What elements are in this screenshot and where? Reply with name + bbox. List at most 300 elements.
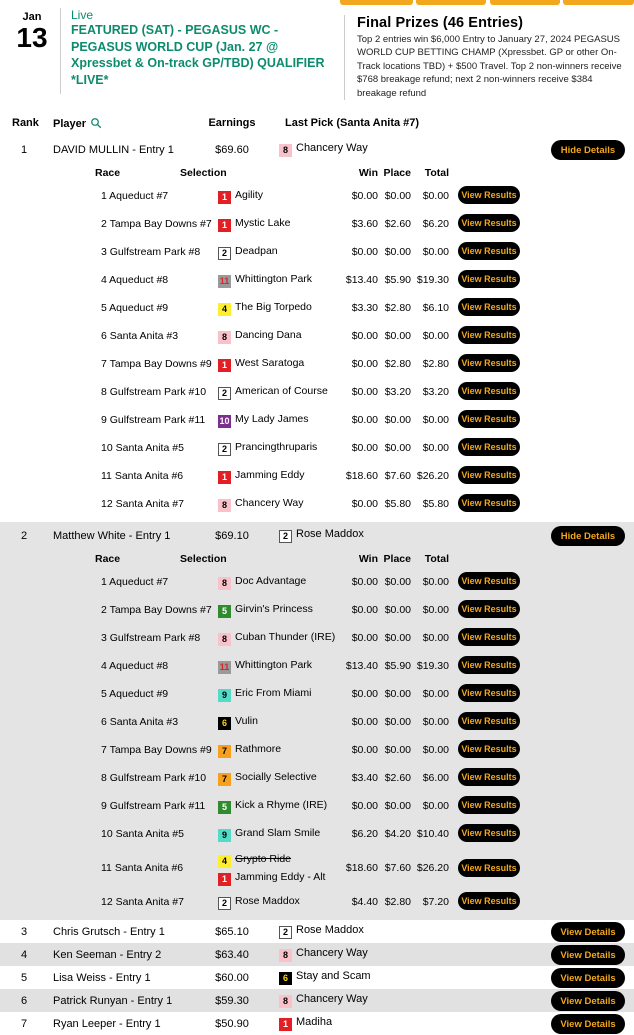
selection bbox=[279, 993, 368, 1005]
selection bbox=[218, 357, 304, 372]
horse-name: Whittington Park bbox=[235, 273, 313, 285]
page-header bbox=[0, 0, 634, 112]
view-results-button[interactable]: View Results bbox=[458, 242, 520, 260]
entry-block-rank-7 bbox=[0, 1012, 634, 1035]
race-row bbox=[0, 238, 634, 266]
last-pick-cell bbox=[279, 947, 368, 962]
race-table-header bbox=[0, 550, 634, 568]
race-cell: 1 Aqueduct #7 bbox=[101, 576, 169, 588]
view-results-button[interactable]: View Results bbox=[458, 354, 520, 372]
horse-name: Stay and Scam bbox=[296, 970, 371, 982]
entry-block-rank-3 bbox=[0, 920, 634, 943]
selection-cell bbox=[218, 357, 304, 372]
selection bbox=[218, 189, 263, 204]
saddle-cloth-badge: 6 bbox=[218, 717, 231, 730]
selection bbox=[218, 575, 306, 590]
total-cell: $3.20 bbox=[422, 386, 449, 398]
total-cell: $5.80 bbox=[422, 498, 449, 510]
selection-cell bbox=[218, 631, 335, 646]
horse-name: Girvin's Princess bbox=[235, 603, 313, 615]
selection-cell bbox=[218, 413, 309, 428]
race-row bbox=[0, 568, 634, 596]
saddle-cloth-badge: 8 bbox=[218, 577, 231, 590]
win-cell: $3.60 bbox=[351, 218, 378, 230]
total-cell: $0.00 bbox=[422, 744, 449, 756]
horse-name: Deadpan bbox=[235, 245, 278, 257]
total-cell: $0.00 bbox=[422, 632, 449, 644]
selection bbox=[218, 385, 328, 400]
race-row bbox=[0, 596, 634, 624]
race-row bbox=[0, 210, 634, 238]
race-cell: 12 Santa Anita #7 bbox=[101, 896, 184, 908]
race-row bbox=[0, 764, 634, 792]
hide-details-button[interactable]: Hide Details bbox=[551, 526, 625, 546]
race-row bbox=[0, 848, 634, 888]
selection-cell bbox=[218, 827, 320, 842]
earnings-cell: $63.40 bbox=[215, 949, 249, 961]
saddle-cloth-badge: 2 bbox=[218, 443, 231, 456]
race-row bbox=[0, 490, 634, 518]
entry-row bbox=[0, 920, 634, 943]
race-cell: 3 Gulfstream Park #8 bbox=[101, 632, 201, 644]
place-cell: $0.00 bbox=[384, 800, 411, 812]
win-cell: $0.00 bbox=[351, 744, 378, 756]
total-cell: $6.20 bbox=[422, 218, 449, 230]
total-cell: $0.00 bbox=[422, 330, 449, 342]
win-cell: $0.00 bbox=[351, 688, 378, 700]
rank-cell: 7 bbox=[20, 1018, 28, 1030]
selection bbox=[218, 497, 303, 512]
view-results-button[interactable]: View Results bbox=[458, 684, 520, 702]
prizes-title: Final Prizes (46 Entries) bbox=[357, 15, 524, 31]
saddle-cloth-badge: 5 bbox=[218, 801, 231, 814]
selection-cell bbox=[218, 799, 327, 814]
horse-name: Doc Advantage bbox=[235, 575, 307, 587]
race-row bbox=[0, 406, 634, 434]
place-cell: $2.80 bbox=[384, 358, 411, 370]
saddle-cloth-badge: 8 bbox=[279, 949, 292, 962]
race-cell: 2 Tampa Bay Downs #7 bbox=[101, 604, 212, 616]
place-column-header: Place bbox=[383, 553, 411, 565]
place-cell: $0.00 bbox=[384, 604, 411, 616]
view-results-button[interactable]: View Results bbox=[458, 382, 520, 400]
place-cell: $0.00 bbox=[384, 632, 411, 644]
saddle-cloth-badge: 10 bbox=[219, 416, 230, 426]
saddle-cloth-badge: 1 bbox=[218, 219, 231, 232]
horse-name: Cuban Thunder (IRE) bbox=[235, 631, 336, 643]
total-cell: $0.00 bbox=[422, 442, 449, 454]
race-row bbox=[0, 434, 634, 462]
view-results-button[interactable]: View Results bbox=[458, 410, 520, 428]
view-results-button[interactable]: View Results bbox=[458, 656, 520, 674]
win-cell: $18.60 bbox=[345, 862, 378, 874]
horse-name: Eric From Miami bbox=[235, 687, 312, 699]
saddle-cloth-badge: 8 bbox=[218, 331, 231, 344]
view-results-button[interactable]: View Results bbox=[458, 186, 520, 204]
horse-name: Chancery Way bbox=[296, 947, 368, 959]
saddle-cloth-badge: 1 bbox=[218, 191, 231, 204]
race-row bbox=[0, 322, 634, 350]
place-column-header: Place bbox=[383, 167, 411, 179]
race-cell: 6 Santa Anita #3 bbox=[101, 716, 179, 728]
total-cell: $26.20 bbox=[416, 862, 449, 874]
total-cell: $0.00 bbox=[422, 800, 449, 812]
selection bbox=[218, 743, 281, 758]
race-cell: 6 Santa Anita #3 bbox=[101, 330, 179, 342]
horse-name: Grypto Ride bbox=[235, 853, 292, 865]
total-cell: $19.30 bbox=[416, 660, 449, 672]
horse-name: Jamming Eddy - Alt bbox=[235, 871, 326, 883]
win-column-header: Win bbox=[358, 167, 378, 179]
selection-cell bbox=[218, 329, 302, 344]
place-cell: $0.00 bbox=[384, 246, 411, 258]
entry-block-rank-6 bbox=[0, 989, 634, 1012]
player-cell: Lisa Weiss - Entry 1 bbox=[53, 972, 151, 984]
total-cell: $7.20 bbox=[422, 896, 449, 908]
selection-cell bbox=[218, 771, 317, 786]
total-column-header: Total bbox=[424, 553, 449, 565]
selection bbox=[218, 245, 278, 260]
view-results-button[interactable]: View Results bbox=[458, 326, 520, 344]
place-cell: $0.00 bbox=[384, 688, 411, 700]
view-details-button[interactable]: View Details bbox=[551, 1014, 625, 1034]
win-column-header: Win bbox=[358, 553, 378, 565]
race-cell: 8 Gulfstream Park #10 bbox=[101, 386, 207, 398]
race-cell: 9 Gulfstream Park #11 bbox=[101, 414, 206, 426]
saddle-cloth-badge: 8 bbox=[218, 633, 231, 646]
date-day: 13 bbox=[16, 22, 48, 53]
total-cell: $2.80 bbox=[422, 358, 449, 370]
win-cell: $13.40 bbox=[345, 660, 378, 672]
race-cell: 4 Aqueduct #8 bbox=[101, 274, 169, 286]
total-cell: $0.00 bbox=[422, 246, 449, 258]
total-cell: $6.10 bbox=[422, 302, 449, 314]
view-details-button[interactable]: View Details bbox=[551, 968, 625, 988]
player-cell: Ken Seeman - Entry 2 bbox=[53, 949, 162, 961]
horse-name: Jamming Eddy bbox=[235, 469, 305, 481]
selection-cell bbox=[218, 441, 317, 456]
total-cell: $0.00 bbox=[422, 604, 449, 616]
view-details-button[interactable]: View Details bbox=[551, 991, 625, 1011]
win-cell: $0.00 bbox=[351, 498, 378, 510]
total-cell: $0.00 bbox=[422, 414, 449, 426]
win-cell: $18.60 bbox=[345, 470, 378, 482]
total-cell: $0.00 bbox=[422, 716, 449, 728]
place-cell: $0.00 bbox=[384, 716, 411, 728]
view-results-button[interactable]: View Results bbox=[458, 438, 520, 456]
win-cell: $4.40 bbox=[351, 896, 378, 908]
horse-name: American of Course bbox=[235, 385, 328, 397]
entry-block-rank-4 bbox=[0, 943, 634, 966]
place-cell: $0.00 bbox=[384, 576, 411, 588]
selection-cell bbox=[218, 895, 300, 910]
player-column-header bbox=[53, 117, 102, 130]
selection bbox=[218, 217, 290, 232]
entry-row bbox=[0, 1012, 634, 1035]
view-results-button[interactable]: View Results bbox=[458, 600, 520, 618]
last-pick-cell bbox=[279, 528, 364, 543]
horse-name: Agility bbox=[235, 189, 264, 201]
total-cell: $10.40 bbox=[416, 828, 449, 840]
saddle-cloth-badge: 1 bbox=[218, 873, 231, 886]
selection bbox=[218, 301, 312, 316]
event-date bbox=[10, 8, 54, 94]
entry-row bbox=[0, 136, 634, 164]
saddle-cloth-badge: 9 bbox=[218, 829, 231, 842]
selection bbox=[218, 871, 325, 886]
player-cell: Ryan Leeper - Entry 1 bbox=[53, 1018, 161, 1030]
saddle-cloth-badge: 8 bbox=[279, 995, 292, 1008]
final-prizes-panel bbox=[344, 15, 630, 100]
win-cell: $0.00 bbox=[351, 190, 378, 202]
total-cell: $6.00 bbox=[422, 772, 449, 784]
race-cell: 5 Aqueduct #9 bbox=[101, 688, 169, 700]
saddle-cloth-badge: 6 bbox=[279, 972, 292, 985]
earnings-cell: $59.30 bbox=[215, 995, 249, 1007]
view-results-button[interactable]: View Results bbox=[458, 298, 520, 316]
race-cell: 11 Santa Anita #6 bbox=[101, 862, 184, 874]
race-row bbox=[0, 266, 634, 294]
horse-name: Prancingthruparis bbox=[235, 441, 318, 453]
race-cell: 5 Aqueduct #9 bbox=[101, 302, 169, 314]
selection bbox=[218, 687, 311, 702]
entry-row bbox=[0, 943, 634, 966]
selection bbox=[218, 603, 313, 618]
win-cell: $0.00 bbox=[351, 800, 378, 812]
selection bbox=[218, 827, 320, 842]
total-cell: $26.20 bbox=[416, 470, 449, 482]
race-row bbox=[0, 708, 634, 736]
selection bbox=[279, 970, 371, 982]
horse-name: My Lady James bbox=[235, 413, 309, 425]
rank-column-header: Rank bbox=[12, 117, 39, 129]
selection bbox=[279, 528, 364, 540]
race-row bbox=[0, 820, 634, 848]
entry-row bbox=[0, 522, 634, 550]
search-icon[interactable] bbox=[90, 117, 102, 129]
saddle-cloth-badge: 2 bbox=[279, 926, 292, 939]
race-cell: 10 Santa Anita #5 bbox=[101, 442, 184, 454]
saddle-cloth-badge: 7 bbox=[218, 745, 231, 758]
selection-column-header: Selection bbox=[180, 553, 227, 565]
place-cell: $0.00 bbox=[384, 744, 411, 756]
horse-name: Whittington Park bbox=[235, 659, 313, 671]
win-cell: $13.40 bbox=[345, 274, 378, 286]
race-row bbox=[0, 182, 634, 210]
view-results-button[interactable]: View Results bbox=[458, 466, 520, 484]
win-cell: $3.30 bbox=[351, 302, 378, 314]
view-details-button[interactable]: View Details bbox=[551, 945, 625, 965]
saddle-cloth-badge: 4 bbox=[218, 855, 231, 868]
place-cell: $0.00 bbox=[384, 414, 411, 426]
total-cell: $0.00 bbox=[422, 576, 449, 588]
selection bbox=[279, 142, 368, 154]
race-cell: 1 Aqueduct #7 bbox=[101, 190, 169, 202]
top-partial-button[interactable] bbox=[416, 0, 486, 5]
entry-row bbox=[0, 989, 634, 1012]
horse-name: Rose Maddox bbox=[296, 528, 364, 540]
race-cell: 7 Tampa Bay Downs #9 bbox=[101, 358, 212, 370]
rank-cell: 1 bbox=[20, 144, 28, 156]
selection-cell bbox=[218, 603, 313, 618]
view-results-button[interactable]: View Results bbox=[458, 270, 520, 288]
selection bbox=[218, 895, 300, 910]
race-row bbox=[0, 736, 634, 764]
win-cell: $0.00 bbox=[351, 246, 378, 258]
selection-cell bbox=[218, 385, 328, 400]
rank-cell: 5 bbox=[20, 972, 28, 984]
selection-cell bbox=[218, 575, 306, 590]
horse-name: Chancery Way bbox=[296, 142, 368, 154]
win-cell: $0.00 bbox=[351, 414, 378, 426]
view-results-button[interactable]: View Results bbox=[458, 214, 520, 232]
place-cell: $2.80 bbox=[384, 302, 411, 314]
earnings-cell: $60.00 bbox=[215, 972, 249, 984]
race-cell: 3 Gulfstream Park #8 bbox=[101, 246, 201, 258]
view-results-button[interactable]: View Results bbox=[458, 824, 520, 842]
rank-cell: 6 bbox=[20, 995, 28, 1007]
top-partial-button[interactable] bbox=[563, 0, 634, 5]
saddle-cloth-badge: 2 bbox=[218, 387, 231, 400]
saddle-cloth-badge: 1 bbox=[218, 471, 231, 484]
selection-cell bbox=[218, 301, 312, 316]
event-title-block bbox=[71, 8, 339, 94]
player-cell: Matthew White - Entry 1 bbox=[53, 530, 171, 542]
hide-details-button[interactable]: Hide Details bbox=[551, 140, 625, 160]
vertical-divider bbox=[60, 8, 61, 94]
top-partial-button[interactable] bbox=[490, 0, 560, 5]
horse-name: West Saratoga bbox=[235, 357, 305, 369]
win-cell: $0.00 bbox=[351, 330, 378, 342]
last-pick-cell bbox=[279, 924, 364, 939]
place-cell: $0.00 bbox=[384, 330, 411, 342]
last-pick-cell bbox=[279, 1016, 332, 1031]
rank-cell: 2 bbox=[20, 530, 28, 542]
race-row bbox=[0, 680, 634, 708]
saddle-cloth-badge: 2 bbox=[218, 247, 231, 260]
view-results-button[interactable]: View Results bbox=[458, 892, 520, 910]
rank-cell: 4 bbox=[20, 949, 28, 961]
place-cell: $2.60 bbox=[384, 772, 411, 784]
last-pick-column-header: Last Pick (Santa Anita #7) bbox=[285, 117, 420, 129]
leaderboard bbox=[0, 136, 634, 1035]
win-cell: $0.00 bbox=[351, 386, 378, 398]
win-cell: $0.00 bbox=[351, 604, 378, 616]
selection-cell bbox=[218, 245, 278, 260]
saddle-cloth-badge: 4 bbox=[218, 303, 231, 316]
selection bbox=[218, 853, 325, 868]
top-partial-button[interactable] bbox=[340, 0, 413, 5]
selection-column-header: Selection bbox=[180, 167, 227, 179]
win-cell: $0.00 bbox=[351, 716, 378, 728]
saddle-cloth-badge: 7 bbox=[218, 773, 231, 786]
selection bbox=[218, 799, 327, 814]
horse-name: Mystic Lake bbox=[235, 217, 291, 229]
race-row bbox=[0, 462, 634, 490]
race-row bbox=[0, 350, 634, 378]
view-results-button[interactable]: View Results bbox=[458, 740, 520, 758]
horse-name: Rathmore bbox=[235, 743, 282, 755]
total-cell: $19.30 bbox=[416, 274, 449, 286]
place-cell: $3.20 bbox=[384, 386, 411, 398]
selection bbox=[218, 329, 302, 344]
race-cell: 2 Tampa Bay Downs #7 bbox=[101, 218, 212, 230]
place-cell: $2.80 bbox=[384, 896, 411, 908]
win-cell: $0.00 bbox=[351, 442, 378, 454]
rank-cell: 3 bbox=[20, 926, 28, 938]
race-cell: 11 Santa Anita #6 bbox=[101, 470, 184, 482]
view-results-button[interactable]: View Results bbox=[458, 768, 520, 786]
view-results-button[interactable]: View Results bbox=[458, 494, 520, 512]
saddle-cloth-badge: 1 bbox=[218, 359, 231, 372]
view-results-button[interactable]: View Results bbox=[458, 712, 520, 730]
race-row bbox=[0, 792, 634, 820]
date-month: Jan bbox=[22, 11, 42, 23]
earnings-cell: $65.10 bbox=[215, 926, 249, 938]
horse-name: Grand Slam Smile bbox=[235, 827, 321, 839]
win-cell: $0.00 bbox=[351, 576, 378, 588]
horse-name: Vulin bbox=[235, 715, 258, 727]
last-pick-cell bbox=[279, 970, 371, 985]
selection bbox=[218, 469, 304, 484]
race-column-header: Race bbox=[95, 167, 121, 179]
earnings-cell: $50.90 bbox=[215, 1018, 249, 1030]
selection bbox=[218, 413, 309, 428]
view-results-button[interactable]: View Results bbox=[458, 572, 520, 590]
selection-cell bbox=[218, 659, 312, 674]
place-cell: $2.60 bbox=[384, 218, 411, 230]
selection bbox=[279, 1016, 332, 1028]
horse-name: Chancery Way bbox=[296, 993, 368, 1005]
win-cell: $3.40 bbox=[351, 772, 378, 784]
race-row bbox=[0, 294, 634, 322]
saddle-cloth-badge: 11 bbox=[219, 662, 230, 672]
race-column-header: Race bbox=[95, 553, 121, 565]
view-results-button[interactable]: View Results bbox=[458, 796, 520, 814]
race-cell: 4 Aqueduct #8 bbox=[101, 660, 169, 672]
view-results-button[interactable]: View Results bbox=[458, 859, 520, 877]
selection bbox=[279, 924, 364, 936]
player-cell: Patrick Runyan - Entry 1 bbox=[53, 995, 173, 1007]
prizes-description: Top 2 entries win $6,000 Entry to January 27, 2024 PEGASUS WORLD CUP BETTING CHAMP (Xpressbet. GP or other On-Track locations TBD) + $500 Travel. Top 2 non-winners receive $768 breakage refund; next 2 non-winners receive $384 breakage refund bbox=[357, 34, 622, 99]
selection bbox=[218, 441, 317, 456]
selection-cell bbox=[218, 853, 325, 886]
selection bbox=[279, 947, 368, 959]
saddle-cloth-badge: 8 bbox=[218, 499, 231, 512]
selection-cell bbox=[218, 715, 258, 730]
last-pick-cell bbox=[279, 142, 368, 157]
view-results-button[interactable]: View Results bbox=[458, 628, 520, 646]
place-cell: $5.80 bbox=[384, 498, 411, 510]
horse-name: Kick a Rhyme (IRE) bbox=[235, 799, 328, 811]
earnings-cell: $69.60 bbox=[215, 144, 249, 156]
place-cell: $5.90 bbox=[384, 274, 411, 286]
total-cell: $0.00 bbox=[422, 190, 449, 202]
selection-cell bbox=[218, 217, 290, 232]
selection bbox=[218, 771, 317, 786]
horse-name: Rose Maddox bbox=[235, 895, 300, 907]
place-cell: $0.00 bbox=[384, 442, 411, 454]
race-row bbox=[0, 624, 634, 652]
saddle-cloth-badge: 2 bbox=[279, 530, 292, 543]
selection bbox=[218, 631, 335, 646]
view-details-button[interactable]: View Details bbox=[551, 922, 625, 942]
horse-name: Rose Maddox bbox=[296, 924, 364, 936]
race-cell: 12 Santa Anita #7 bbox=[101, 498, 184, 510]
entry-row bbox=[0, 966, 634, 989]
player-column-label: Player bbox=[53, 118, 87, 130]
live-badge: Live bbox=[71, 8, 94, 22]
